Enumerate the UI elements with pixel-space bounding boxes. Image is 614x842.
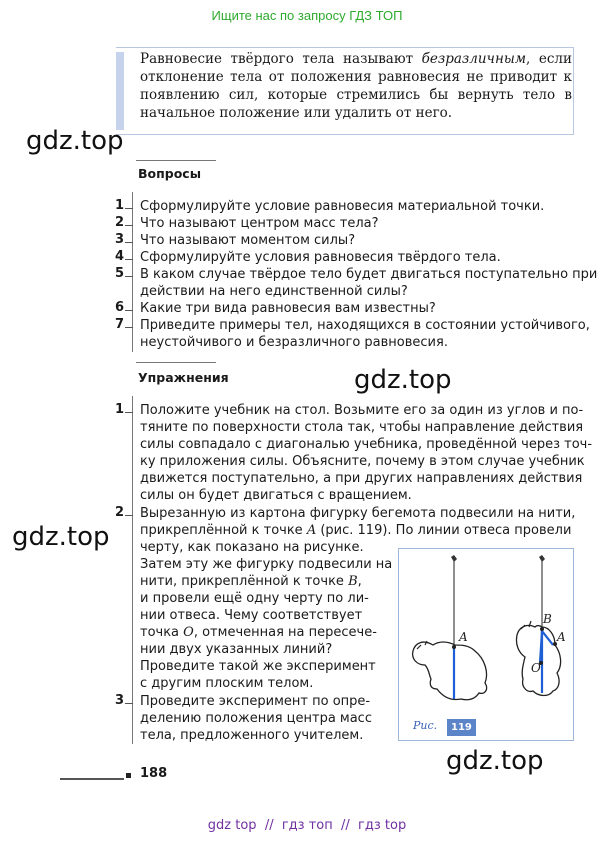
exercise-text: точка O, отмеченная на пересече- — [140, 625, 377, 640]
question-text: В каком случае твёрдое тело будет двигаться поступательно при — [140, 267, 598, 282]
footer-links[interactable]: gdz top // гдз топ // гдз top — [207, 818, 407, 833]
question-text: Сформулируйте условие равновесия материальной точки. — [140, 199, 545, 214]
point-b-dot — [540, 627, 544, 631]
question-text: Что называют центром масс тела? — [140, 216, 379, 231]
label-o: O — [531, 661, 541, 675]
question-tick — [125, 242, 133, 243]
exercise-text: черту, как показано на рисунке. — [140, 540, 364, 555]
point-label: A — [306, 523, 317, 538]
point-a-dot — [452, 645, 456, 649]
watermark: gdz.top — [446, 746, 544, 776]
question-text: Какие три вида равновесия вам известны? — [140, 301, 436, 316]
point-label: O — [183, 625, 194, 640]
exercise-tick — [125, 412, 133, 413]
question-text: действии на него единственной силы? — [140, 284, 408, 299]
page-number: 188 — [140, 766, 168, 781]
definition-text: Равновесие твёрдого тела называют безразличным, если отклонение тела от положения равновесия не приводит к появлению сил, которые стремились бы вернуть тело в начальное положение или удалить от него. — [140, 51, 572, 121]
question-number: 5 — [114, 266, 124, 281]
question-tick — [125, 310, 133, 311]
exercise-text: Проведите такой же эксперимент — [140, 659, 376, 674]
exercise-text: Проведите эксперимент по опре- — [140, 694, 371, 709]
exercise-text: нии двух указанных линий? — [140, 642, 333, 657]
exercises-margin-line — [132, 396, 133, 744]
point-label: B — [348, 574, 358, 589]
exercise-text: нии отвеса. Чему соответствует — [140, 608, 363, 623]
exercise-text: нити, прикреплённой к точке B, — [140, 574, 362, 589]
exercise-text: Затем эту же фигурку подвесили на — [140, 557, 393, 572]
exercises-title: Упражнения — [138, 370, 229, 385]
exercise-text: с другим плоским телом. — [140, 676, 314, 691]
exercise-number: 1 — [114, 402, 124, 417]
hook-icon — [451, 555, 457, 562]
label-a: A — [459, 630, 468, 644]
exercise-text: силы он будет двигаться с вращением. — [140, 488, 412, 503]
figure-number-badge: 119 — [447, 719, 476, 736]
label-a2: A — [557, 630, 566, 644]
question-tick — [125, 225, 133, 226]
exercise-text: тела, предложенного учителем. — [140, 728, 364, 743]
label-b: B — [543, 612, 552, 626]
section-rule — [136, 160, 216, 161]
figure-119 — [398, 548, 574, 741]
question-tick — [125, 259, 133, 260]
question-number: 6 — [114, 300, 124, 315]
question-number: 2 — [114, 215, 124, 230]
question-number: 4 — [114, 249, 124, 264]
exercise-text: Положите учебник на стол. Возьмите его за один из углов и по- — [140, 403, 584, 418]
question-text: Что называют моментом силы? — [140, 233, 356, 248]
questions-title: Вопросы — [138, 166, 202, 181]
exercise-text: и провели ещё одну черту по ли- — [140, 591, 369, 606]
exercise-text: тяните по поверхности стола так, чтобы направление действия — [140, 420, 584, 435]
exercise-tick — [125, 515, 133, 516]
definition-accent-bar — [116, 52, 124, 130]
page-rule — [60, 778, 124, 780]
exercise-text: движется поступательно, а при других направлениях действия — [140, 471, 583, 486]
section-rule — [136, 362, 216, 363]
question-tick — [125, 276, 133, 277]
exercise-text: делению положения центра масс — [140, 711, 372, 726]
exercise-number: 3 — [114, 693, 124, 708]
exercise-number: 2 — [114, 505, 124, 520]
figure-caption: Рис. — [413, 719, 438, 732]
watermark: gdz.top — [12, 522, 110, 552]
question-text: неустойчивого и безразличного равновесия. — [140, 335, 448, 350]
exercise-text: прикреплённой к точке A (рис. 119). По линии отвеса провели — [140, 523, 572, 538]
definition-term: безразличным — [421, 51, 527, 67]
search-hint-link[interactable]: Ищите нас по запросу ГДЗ ТОП — [211, 8, 403, 23]
hippo-silhouette — [413, 642, 487, 700]
exercise-text: силы совпадало с диагональю учебника, проведённой через точ- — [140, 437, 593, 452]
watermark: gdz.top — [354, 365, 452, 395]
exercise-text: Вырезанную из картона фигурку бегемота подвесили на нити, — [140, 506, 576, 521]
exercise-tick — [125, 703, 133, 704]
question-number: 1 — [114, 198, 124, 213]
page-marker — [126, 773, 131, 778]
question-number: 3 — [114, 232, 124, 247]
hook-icon — [539, 555, 545, 562]
question-tick — [125, 208, 133, 209]
question-number: 7 — [114, 317, 124, 332]
question-tick — [125, 327, 133, 328]
hippo-illustration — [399, 549, 573, 740]
questions-margin-line — [132, 192, 133, 352]
watermark: gdz.top — [26, 126, 124, 156]
exercise-text: ку приложения силы. Объясните, почему в этом случае учебник — [140, 454, 585, 469]
question-text: Приведите примеры тел, находящихся в состоянии устойчивого, — [140, 318, 590, 333]
question-text: Сформулируйте условия равновесия твёрдого тела. — [140, 250, 501, 265]
